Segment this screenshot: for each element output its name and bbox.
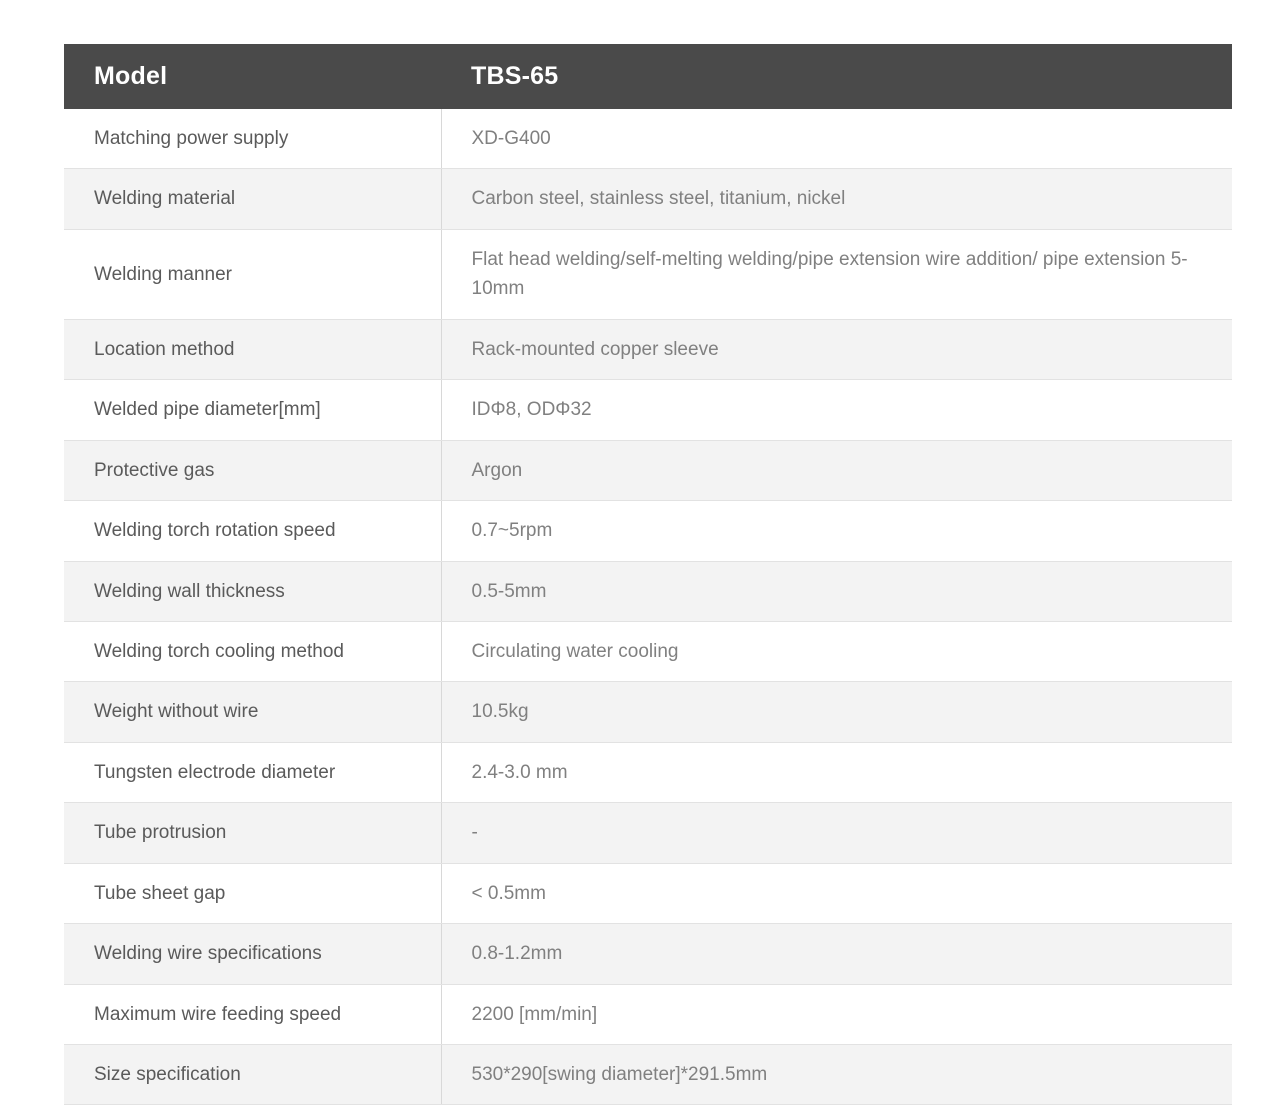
row-label: Welding wire specifications [64, 924, 441, 984]
table-row [64, 501, 1232, 561]
table-row [64, 1045, 1232, 1105]
table-row [64, 561, 1232, 621]
row-label: Welding wall thickness [64, 561, 441, 621]
table-header-row [64, 44, 1232, 109]
row-label: Tube sheet gap [64, 863, 441, 923]
row-value: Rack-mounted copper sleeve [441, 319, 1232, 379]
table-row [64, 984, 1232, 1044]
row-value: < 0.5mm [441, 863, 1232, 923]
table-header [64, 44, 1232, 109]
row-value: 10.5kg [441, 682, 1232, 742]
row-value: 0.5-5mm [441, 561, 1232, 621]
table-row [64, 682, 1232, 742]
row-label: Welding material [64, 169, 441, 229]
table-row [64, 440, 1232, 500]
table-row [64, 924, 1232, 984]
table-row [64, 319, 1232, 379]
table-row [64, 863, 1232, 923]
table-row [64, 229, 1232, 319]
row-label: Maximum wire feeding speed [64, 984, 441, 1044]
row-label: Weight without wire [64, 682, 441, 742]
row-label: Welding torch rotation speed [64, 501, 441, 561]
row-value: Argon [441, 440, 1232, 500]
table-row [64, 380, 1232, 440]
row-label: Protective gas [64, 440, 441, 500]
row-label: Tube protrusion [64, 803, 441, 863]
table-row [64, 621, 1232, 681]
header-cell-value: TBS-65 [441, 44, 1232, 109]
table-row [64, 169, 1232, 229]
row-label: Welding torch cooling method [64, 621, 441, 681]
row-value: 530*290[swing diameter]*291.5mm [441, 1045, 1232, 1105]
row-value: Circulating water cooling [441, 621, 1232, 681]
table-body [64, 109, 1232, 1105]
row-value: Carbon steel, stainless steel, titanium, nickel [441, 169, 1232, 229]
row-value: 2.4-3.0 mm [441, 742, 1232, 802]
header-cell-model: Model [64, 44, 441, 109]
row-value: 2200 [mm/min] [441, 984, 1232, 1044]
row-label: Welded pipe diameter[mm] [64, 380, 441, 440]
table-row [64, 742, 1232, 802]
row-value: Flat head welding/self-melting welding/pipe extension wire addition/ pipe extension 5-10mm [441, 229, 1232, 319]
row-label: Tungsten electrode diameter [64, 742, 441, 802]
specifications-table [64, 44, 1232, 1105]
row-value: XD-G400 [441, 109, 1232, 169]
row-label: Location method [64, 319, 441, 379]
row-value: 0.7~5rpm [441, 501, 1232, 561]
row-value: 0.8-1.2mm [441, 924, 1232, 984]
table-row [64, 803, 1232, 863]
row-label: Matching power supply [64, 109, 441, 169]
row-label: Welding manner [64, 229, 441, 319]
row-value: IDΦ8, ODΦ32 [441, 380, 1232, 440]
row-value: - [441, 803, 1232, 863]
table-row [64, 109, 1232, 169]
row-label: Size specification [64, 1045, 441, 1105]
